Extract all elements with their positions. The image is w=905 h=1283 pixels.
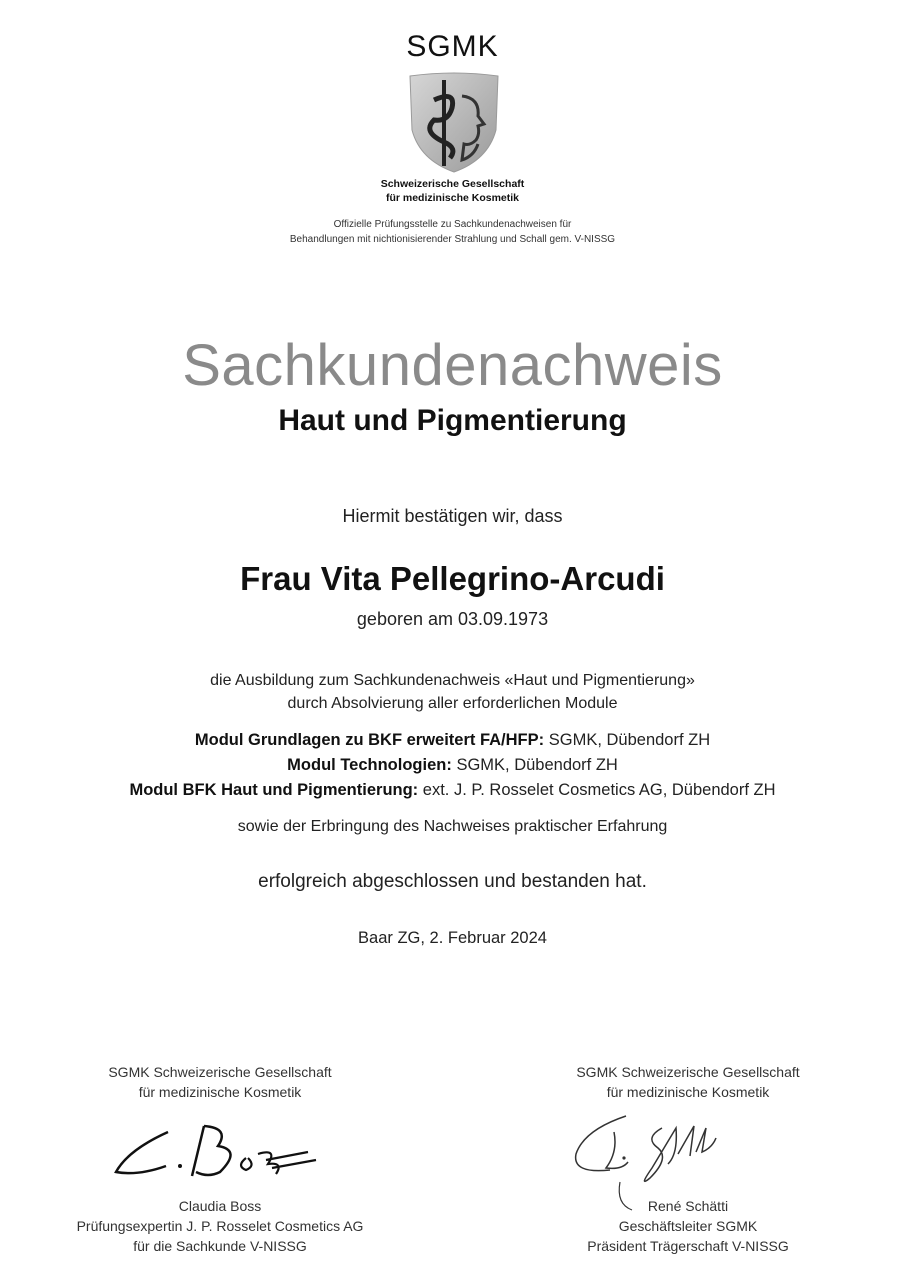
confirm-text: Hiermit bestätigen wir, dass xyxy=(342,506,563,526)
module-label: Modul Technologien: xyxy=(287,756,452,774)
left-handwritten-signature xyxy=(108,1120,328,1190)
module-item xyxy=(0,781,905,800)
left-signatory-role1: Prüfungsexpertin J. P. Rosselet Cosmetics AG xyxy=(76,1218,364,1234)
person-name: Frau Vita Pellegrino-Arcudi xyxy=(240,560,665,597)
org-subtitle-line2: Behandlungen mit nichtionisierender Strahlung und Schall gem. V-NISSG xyxy=(289,234,616,245)
module-value: ext. J. P. Rosselet Cosmetics AG, Dübendorf ZH xyxy=(422,781,776,799)
certificate-subtitle: Haut und Pigmentierung xyxy=(278,404,627,437)
module-value: SGMK, Dübendorf ZH xyxy=(456,756,618,774)
left-org-line2: für medizinische Kosmetik xyxy=(138,1084,302,1100)
right-signatory xyxy=(528,1196,848,1256)
right-signatory-name: René Schätti xyxy=(647,1198,729,1214)
birth-date: geboren am 03.09.1973 xyxy=(356,609,549,629)
place-date: Baar ZG, 2. Februar 2024 xyxy=(358,929,547,947)
org-subtitle-line1: Offizielle Prüfungsstelle zu Sachkundenachweisen für xyxy=(333,219,572,230)
final-statement: erfolgreich abgeschlossen und bestanden hat. xyxy=(258,871,647,892)
description-line2: durch Absolvierung aller erforderlichen Module xyxy=(287,695,618,712)
module-value: SGMK, Dübendorf ZH xyxy=(548,731,711,749)
left-signatory-role2: für die Sachkunde V-NISSG xyxy=(133,1238,307,1254)
right-signatory-role2: Präsident Trägerschaft V-NISSG xyxy=(587,1238,789,1254)
right-signature-org xyxy=(528,1062,848,1102)
org-name-line1: Schweizerische Gesellschaft xyxy=(380,178,525,190)
left-signatory xyxy=(40,1196,400,1256)
right-org-line1: SGMK Schweizerische Gesellschaft xyxy=(576,1064,800,1080)
certificate-title: Sachkundenachweis xyxy=(182,333,723,398)
org-name-line2: für medizinische Kosmetik xyxy=(385,192,520,204)
brand-name: SGMK xyxy=(406,30,499,63)
module-label: Modul BFK Haut und Pigmentierung: xyxy=(129,781,419,799)
left-signatory-name: Claudia Boss xyxy=(178,1198,262,1214)
shield-logo-icon xyxy=(404,70,504,174)
module-label: Modul Grundlagen zu BKF erweitert FA/HFP: xyxy=(194,731,545,749)
module-item xyxy=(0,731,905,750)
right-signatory-role1: Geschäftsleiter SGMK xyxy=(618,1218,758,1234)
description-line1: die Ausbildung zum Sachkundenachweis «Haut und Pigmentierung» xyxy=(210,672,695,689)
experience-text: sowie der Erbringung des Nachweises praktischer Erfahrung xyxy=(237,818,668,835)
left-org-line1: SGMK Schweizerische Gesellschaft xyxy=(108,1064,332,1080)
left-signature-org xyxy=(60,1062,380,1102)
module-item xyxy=(0,756,905,775)
right-org-line2: für medizinische Kosmetik xyxy=(606,1084,770,1100)
